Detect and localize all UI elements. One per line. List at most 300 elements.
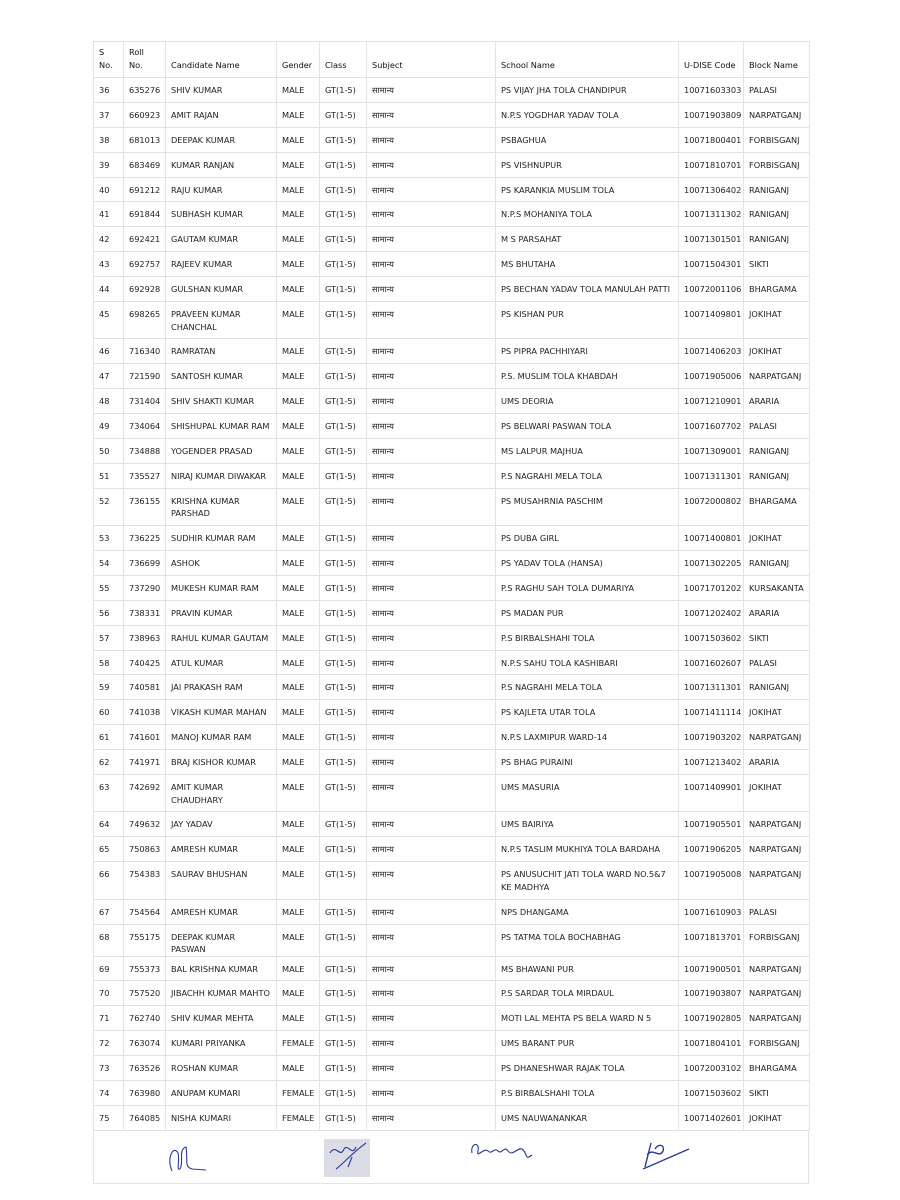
cell-class: GT(1-5)	[320, 625, 367, 650]
cell-class: GT(1-5)	[320, 837, 367, 862]
signature-1	[162, 1137, 222, 1177]
table-row	[94, 981, 810, 1006]
cell-gender: MALE	[277, 1056, 320, 1081]
cell-school-name: PS KAJLETA UTAR TOLA	[496, 700, 679, 725]
cell-candidate-name: BRAJ KISHOR KUMAR	[166, 750, 277, 775]
cell-gender: MALE	[277, 700, 320, 725]
cell-candidate-name: MANOJ KUMAR RAM	[166, 725, 277, 750]
cell-udise-code: 10071607702	[679, 414, 744, 439]
cell-candidate-name: DEEPAK KUMAR PASWAN	[166, 924, 277, 956]
cell-gender: MALE	[277, 924, 320, 956]
cell-candidate-name: ANUPAM KUMARI	[166, 1080, 277, 1105]
cell-sno: 65	[94, 837, 124, 862]
cell-class: GT(1-5)	[320, 302, 367, 339]
cell-udise-code: 10071902805	[679, 1006, 744, 1031]
cell-block-name: JOKIHAT	[744, 1105, 810, 1130]
cell-sno: 49	[94, 414, 124, 439]
cell-subject: सामान्य	[367, 750, 496, 775]
cell-block-name: JOKIHAT	[744, 775, 810, 812]
cell-block-name: NARPATGANJ	[744, 837, 810, 862]
cell-class: GT(1-5)	[320, 102, 367, 127]
table-row	[94, 102, 810, 127]
cell-candidate-name: MUKESH KUMAR RAM	[166, 575, 277, 600]
table-row	[94, 837, 810, 862]
cell-class: GT(1-5)	[320, 438, 367, 463]
cell-subject: सामान्य	[367, 1056, 496, 1081]
cell-roll-no: 740581	[124, 675, 166, 700]
table-row	[94, 252, 810, 277]
cell-udise-code: 10071301501	[679, 227, 744, 252]
cell-school-name: UMS BARANT PUR	[496, 1031, 679, 1056]
cell-subject: सामान्य	[367, 227, 496, 252]
cell-gender: MALE	[277, 488, 320, 525]
cell-roll-no: 692757	[124, 252, 166, 277]
table-row	[94, 750, 810, 775]
table-row	[94, 438, 810, 463]
cell-roll-no: 764085	[124, 1105, 166, 1130]
cell-candidate-name: YOGENDER PRASAD	[166, 438, 277, 463]
cell-udise-code: 10072001106	[679, 277, 744, 302]
cell-subject: सामान्य	[367, 956, 496, 981]
cell-block-name: PALASI	[744, 899, 810, 924]
cell-roll-no: 755373	[124, 956, 166, 981]
cell-roll-no: 737290	[124, 575, 166, 600]
table-row	[94, 414, 810, 439]
cell-class: GT(1-5)	[320, 127, 367, 152]
cell-candidate-name: PRAVIN KUMAR	[166, 600, 277, 625]
cell-roll-no: 762740	[124, 1006, 166, 1031]
cell-roll-no: 763526	[124, 1056, 166, 1081]
cell-school-name: P.S BIRBALSHAHI TOLA	[496, 625, 679, 650]
cell-subject: सामान्य	[367, 152, 496, 177]
cell-candidate-name: VIKASH KUMAR MAHAN	[166, 700, 277, 725]
cell-sno: 75	[94, 1105, 124, 1130]
cell-gender: MALE	[277, 899, 320, 924]
cell-candidate-name: RAHUL KUMAR GAUTAM	[166, 625, 277, 650]
table-row	[94, 339, 810, 364]
table-row	[94, 575, 810, 600]
cell-gender: MALE	[277, 837, 320, 862]
cell-block-name: RANIGANJ	[744, 202, 810, 227]
table-row	[94, 650, 810, 675]
table-header-row	[94, 42, 810, 78]
cell-roll-no: 683469	[124, 152, 166, 177]
cell-udise-code: 10071302205	[679, 551, 744, 576]
cell-subject: सामान्य	[367, 414, 496, 439]
cell-udise-code: 10071701202	[679, 575, 744, 600]
cell-block-name: NARPATGANJ	[744, 102, 810, 127]
cell-udise-code: 10071311302	[679, 202, 744, 227]
table-row	[94, 600, 810, 625]
cell-school-name: PS BECHAN YADAV TOLA MANULAH PATTI	[496, 277, 679, 302]
cell-sno: 43	[94, 252, 124, 277]
cell-udise-code: 10071903807	[679, 981, 744, 1006]
cell-gender: MALE	[277, 277, 320, 302]
cell-subject: सामान्य	[367, 177, 496, 202]
cell-candidate-name: ROSHAN KUMAR	[166, 1056, 277, 1081]
cell-sno: 42	[94, 227, 124, 252]
cell-udise-code: 10071810701	[679, 152, 744, 177]
cell-candidate-name: RAJU KUMAR	[166, 177, 277, 202]
cell-gender: MALE	[277, 981, 320, 1006]
table-row	[94, 1031, 810, 1056]
cell-gender: FEMALE	[277, 1080, 320, 1105]
cell-sno: 55	[94, 575, 124, 600]
cell-gender: MALE	[277, 1006, 320, 1031]
cell-school-name: UMS BAIRIYA	[496, 812, 679, 837]
col-header-roll-no: Roll No.	[124, 42, 166, 78]
cell-school-name: PS PIPRA PACHHIYARI	[496, 339, 679, 364]
cell-udise-code: 10071903809	[679, 102, 744, 127]
cell-school-name: P.S SARDAR TOLA MIRDAUL	[496, 981, 679, 1006]
cell-school-name: N.P.S SAHU TOLA KASHIBARI	[496, 650, 679, 675]
cell-sno: 36	[94, 78, 124, 103]
cell-sno: 54	[94, 551, 124, 576]
cell-class: GT(1-5)	[320, 700, 367, 725]
cell-roll-no: 763074	[124, 1031, 166, 1056]
cell-subject: सामान्य	[367, 1031, 496, 1056]
cell-roll-no: 736699	[124, 551, 166, 576]
cell-gender: MALE	[277, 102, 320, 127]
cell-udise-code: 10071409801	[679, 302, 744, 339]
cell-class: GT(1-5)	[320, 1105, 367, 1130]
cell-block-name: ARARIA	[744, 750, 810, 775]
cell-candidate-name: JIBACHH KUMAR MAHTO	[166, 981, 277, 1006]
cell-subject: सामान्य	[367, 127, 496, 152]
cell-udise-code: 10071311301	[679, 463, 744, 488]
cell-sno: 62	[94, 750, 124, 775]
cell-subject: सामान्य	[367, 488, 496, 525]
cell-candidate-name: BAL KRISHNA KUMAR	[166, 956, 277, 981]
cell-school-name: PS ANUSUCHIT JATI TOLA WARD NO.5&7 KE MADHYA	[496, 862, 679, 899]
cell-subject: सामान्य	[367, 775, 496, 812]
cell-block-name: BHARGAMA	[744, 1056, 810, 1081]
cell-candidate-name: SHIV SHAKTI KUMAR	[166, 389, 277, 414]
cell-udise-code: 10071906205	[679, 837, 744, 862]
cell-block-name: NARPATGANJ	[744, 981, 810, 1006]
cell-candidate-name: KRISHNA KUMAR PARSHAD	[166, 488, 277, 525]
cell-sno: 61	[94, 725, 124, 750]
table-row	[94, 675, 810, 700]
cell-class: GT(1-5)	[320, 575, 367, 600]
cell-block-name: JOKIHAT	[744, 302, 810, 339]
cell-roll-no: 735527	[124, 463, 166, 488]
cell-block-name: FORBISGANJ	[744, 152, 810, 177]
cell-block-name: FORBISGANJ	[744, 1031, 810, 1056]
col-header-school-name: School Name	[496, 42, 679, 78]
cell-school-name: P.S RAGHU SAH TOLA DUMARIYA	[496, 575, 679, 600]
col-header-subject: Subject	[367, 42, 496, 78]
table-row	[94, 1080, 810, 1105]
cell-roll-no: 755175	[124, 924, 166, 956]
cell-school-name: PS BELWARI PASWAN TOLA	[496, 414, 679, 439]
cell-roll-no: 660923	[124, 102, 166, 127]
cell-candidate-name: SHIV KUMAR MEHTA	[166, 1006, 277, 1031]
cell-subject: सामान्य	[367, 78, 496, 103]
cell-roll-no: 731404	[124, 389, 166, 414]
cell-candidate-name: SANTOSH KUMAR	[166, 364, 277, 389]
cell-block-name: FORBISGANJ	[744, 127, 810, 152]
cell-block-name: NARPATGANJ	[744, 862, 810, 899]
cell-gender: FEMALE	[277, 1031, 320, 1056]
cell-school-name: N.P.S LAXMIPUR WARD-14	[496, 725, 679, 750]
cell-block-name: PALASI	[744, 650, 810, 675]
cell-candidate-name: AMRESH KUMAR	[166, 837, 277, 862]
table-row	[94, 775, 810, 812]
signature-strip	[93, 1131, 809, 1184]
cell-candidate-name: JAI PRAKASH RAM	[166, 675, 277, 700]
table-row	[94, 227, 810, 252]
cell-school-name: PS TATMA TOLA BOCHABHAG	[496, 924, 679, 956]
cell-block-name: NARPATGANJ	[744, 1006, 810, 1031]
cell-block-name: SIKTI	[744, 1080, 810, 1105]
cell-candidate-name: RAMRATAN	[166, 339, 277, 364]
cell-class: GT(1-5)	[320, 389, 367, 414]
cell-subject: सामान्य	[367, 600, 496, 625]
cell-candidate-name: KUMAR RANJAN	[166, 152, 277, 177]
cell-roll-no: 721590	[124, 364, 166, 389]
cell-candidate-name: SUDHIR KUMAR RAM	[166, 526, 277, 551]
cell-school-name: P.S BIRBALSHAHI TOLA	[496, 1080, 679, 1105]
col-header-class: Class	[320, 42, 367, 78]
cell-udise-code: 10072000802	[679, 488, 744, 525]
table-row	[94, 551, 810, 576]
cell-udise-code: 10071411114	[679, 700, 744, 725]
cell-subject: सामान्य	[367, 700, 496, 725]
cell-roll-no: 698265	[124, 302, 166, 339]
cell-school-name: P.S NAGRAHI MELA TOLA	[496, 675, 679, 700]
cell-gender: MALE	[277, 302, 320, 339]
cell-gender: MALE	[277, 675, 320, 700]
table-row	[94, 488, 810, 525]
cell-subject: सामान्य	[367, 650, 496, 675]
cell-candidate-name: RAJEEV KUMAR	[166, 252, 277, 277]
cell-block-name: NARPATGANJ	[744, 725, 810, 750]
col-header-candidate-name: Candidate Name	[166, 42, 277, 78]
table-row	[94, 389, 810, 414]
cell-class: GT(1-5)	[320, 812, 367, 837]
cell-block-name: RANIGANJ	[744, 675, 810, 700]
cell-candidate-name: ASHOK	[166, 551, 277, 576]
cell-block-name: RANIGANJ	[744, 551, 810, 576]
cell-school-name: MOTI LAL MEHTA PS BELA WARD N 5	[496, 1006, 679, 1031]
cell-block-name: FORBISGANJ	[744, 924, 810, 956]
cell-candidate-name: AMRESH KUMAR	[166, 899, 277, 924]
cell-block-name: KURSAKANTA	[744, 575, 810, 600]
cell-class: GT(1-5)	[320, 650, 367, 675]
cell-class: GT(1-5)	[320, 956, 367, 981]
cell-udise-code: 10071406203	[679, 339, 744, 364]
col-header-block-name: Block Name	[744, 42, 810, 78]
cell-sno: 63	[94, 775, 124, 812]
cell-class: GT(1-5)	[320, 725, 367, 750]
cell-roll-no: 738963	[124, 625, 166, 650]
cell-roll-no: 734888	[124, 438, 166, 463]
cell-block-name: JOKIHAT	[744, 700, 810, 725]
cell-sno: 60	[94, 700, 124, 725]
cell-class: GT(1-5)	[320, 414, 367, 439]
cell-sno: 69	[94, 956, 124, 981]
cell-candidate-name: SUBHASH KUMAR	[166, 202, 277, 227]
cell-block-name: JOKIHAT	[744, 526, 810, 551]
cell-gender: MALE	[277, 463, 320, 488]
cell-class: GT(1-5)	[320, 252, 367, 277]
cell-roll-no: 691212	[124, 177, 166, 202]
table-row	[94, 177, 810, 202]
cell-block-name: BHARGAMA	[744, 488, 810, 525]
cell-udise-code: 10071503602	[679, 625, 744, 650]
cell-class: GT(1-5)	[320, 750, 367, 775]
cell-sno: 58	[94, 650, 124, 675]
col-header-sno: S No.	[94, 42, 124, 78]
cell-gender: FEMALE	[277, 1105, 320, 1130]
cell-sno: 56	[94, 600, 124, 625]
cell-gender: MALE	[277, 812, 320, 837]
cell-class: GT(1-5)	[320, 526, 367, 551]
cell-sno: 47	[94, 364, 124, 389]
table-row	[94, 202, 810, 227]
cell-class: GT(1-5)	[320, 775, 367, 812]
cell-roll-no: 738331	[124, 600, 166, 625]
cell-block-name: JOKIHAT	[744, 339, 810, 364]
cell-school-name: PS BHAG PURAINI	[496, 750, 679, 775]
cell-block-name: RANIGANJ	[744, 227, 810, 252]
cell-class: GT(1-5)	[320, 364, 367, 389]
cell-sno: 37	[94, 102, 124, 127]
table-row	[94, 1056, 810, 1081]
cell-class: GT(1-5)	[320, 600, 367, 625]
signature-3	[468, 1137, 538, 1169]
cell-block-name: PALASI	[744, 78, 810, 103]
cell-gender: MALE	[277, 78, 320, 103]
cell-roll-no: 749632	[124, 812, 166, 837]
cell-subject: सामान्य	[367, 302, 496, 339]
cell-gender: MALE	[277, 202, 320, 227]
cell-udise-code: 10071813701	[679, 924, 744, 956]
cell-school-name: PS KARANKIA MUSLIM TOLA	[496, 177, 679, 202]
cell-roll-no: 635276	[124, 78, 166, 103]
cell-sno: 70	[94, 981, 124, 1006]
cell-class: GT(1-5)	[320, 675, 367, 700]
cell-school-name: N.P.S YOGDHAR YADAV TOLA	[496, 102, 679, 127]
cell-school-name: M S PARSAHAT	[496, 227, 679, 252]
cell-school-name: N.P.S MOHANIYA TOLA	[496, 202, 679, 227]
cell-roll-no: 740425	[124, 650, 166, 675]
cell-class: GT(1-5)	[320, 981, 367, 1006]
cell-class: GT(1-5)	[320, 152, 367, 177]
cell-roll-no: 692421	[124, 227, 166, 252]
cell-candidate-name: KUMARI PRIYANKA	[166, 1031, 277, 1056]
cell-udise-code: 10071400801	[679, 526, 744, 551]
cell-school-name: PS MUSAHRNIA PASCHIM	[496, 488, 679, 525]
cell-class: GT(1-5)	[320, 177, 367, 202]
cell-sno: 51	[94, 463, 124, 488]
cell-gender: MALE	[277, 438, 320, 463]
cell-sno: 53	[94, 526, 124, 551]
cell-gender: MALE	[277, 575, 320, 600]
cell-school-name: PS DHANESHWAR RAJAK TOLA	[496, 1056, 679, 1081]
cell-sno: 72	[94, 1031, 124, 1056]
cell-school-name: PS KISHAN PUR	[496, 302, 679, 339]
cell-subject: सामान्य	[367, 1080, 496, 1105]
cell-udise-code: 10071409901	[679, 775, 744, 812]
cell-gender: MALE	[277, 650, 320, 675]
cell-class: GT(1-5)	[320, 1056, 367, 1081]
cell-block-name: NARPATGANJ	[744, 812, 810, 837]
cell-sno: 64	[94, 812, 124, 837]
cell-candidate-name: SHIV KUMAR	[166, 78, 277, 103]
cell-sno: 68	[94, 924, 124, 956]
candidate-table	[93, 41, 810, 1131]
table-row	[94, 277, 810, 302]
cell-class: GT(1-5)	[320, 78, 367, 103]
cell-udise-code: 10071905501	[679, 812, 744, 837]
cell-sno: 40	[94, 177, 124, 202]
table-row	[94, 899, 810, 924]
cell-udise-code: 10072003102	[679, 1056, 744, 1081]
cell-gender: MALE	[277, 625, 320, 650]
cell-udise-code: 10071905008	[679, 862, 744, 899]
cell-gender: MALE	[277, 862, 320, 899]
cell-gender: MALE	[277, 600, 320, 625]
cell-candidate-name: NISHA KUMARI	[166, 1105, 277, 1130]
table-row	[94, 924, 810, 956]
table-row	[94, 956, 810, 981]
cell-class: GT(1-5)	[320, 339, 367, 364]
cell-udise-code: 10071202402	[679, 600, 744, 625]
table-row	[94, 725, 810, 750]
cell-subject: सामान्य	[367, 725, 496, 750]
table-row	[94, 152, 810, 177]
cell-sno: 38	[94, 127, 124, 152]
cell-roll-no: 750863	[124, 837, 166, 862]
cell-roll-no: 741971	[124, 750, 166, 775]
cell-school-name: MS BHAWANI PUR	[496, 956, 679, 981]
cell-sno: 41	[94, 202, 124, 227]
cell-candidate-name: GAUTAM KUMAR	[166, 227, 277, 252]
col-header-udise-code: U-DISE Code	[679, 42, 744, 78]
cell-sno: 39	[94, 152, 124, 177]
cell-block-name: RANIGANJ	[744, 177, 810, 202]
cell-sno: 45	[94, 302, 124, 339]
cell-subject: सामान्य	[367, 438, 496, 463]
table-row	[94, 127, 810, 152]
cell-class: GT(1-5)	[320, 227, 367, 252]
cell-subject: सामान्य	[367, 837, 496, 862]
cell-roll-no: 692928	[124, 277, 166, 302]
cell-udise-code: 10071804101	[679, 1031, 744, 1056]
cell-udise-code: 10071504301	[679, 252, 744, 277]
col-header-gender: Gender	[277, 42, 320, 78]
cell-roll-no: 734064	[124, 414, 166, 439]
cell-roll-no: 763980	[124, 1080, 166, 1105]
cell-roll-no: 741038	[124, 700, 166, 725]
cell-school-name: MS LALPUR MAJHUA	[496, 438, 679, 463]
cell-roll-no: 741601	[124, 725, 166, 750]
cell-candidate-name: AMIT KUMAR CHAUDHARY	[166, 775, 277, 812]
cell-candidate-name: PRAVEEN KUMAR CHANCHAL	[166, 302, 277, 339]
cell-subject: सामान्य	[367, 862, 496, 899]
cell-block-name: SIKTI	[744, 252, 810, 277]
cell-subject: सामान्य	[367, 277, 496, 302]
cell-candidate-name: SHISHUPAL KUMAR RAM	[166, 414, 277, 439]
cell-udise-code: 10071213402	[679, 750, 744, 775]
cell-school-name: PS VISHNUPUR	[496, 152, 679, 177]
cell-gender: MALE	[277, 127, 320, 152]
cell-class: GT(1-5)	[320, 1031, 367, 1056]
cell-sno: 59	[94, 675, 124, 700]
cell-sno: 46	[94, 339, 124, 364]
